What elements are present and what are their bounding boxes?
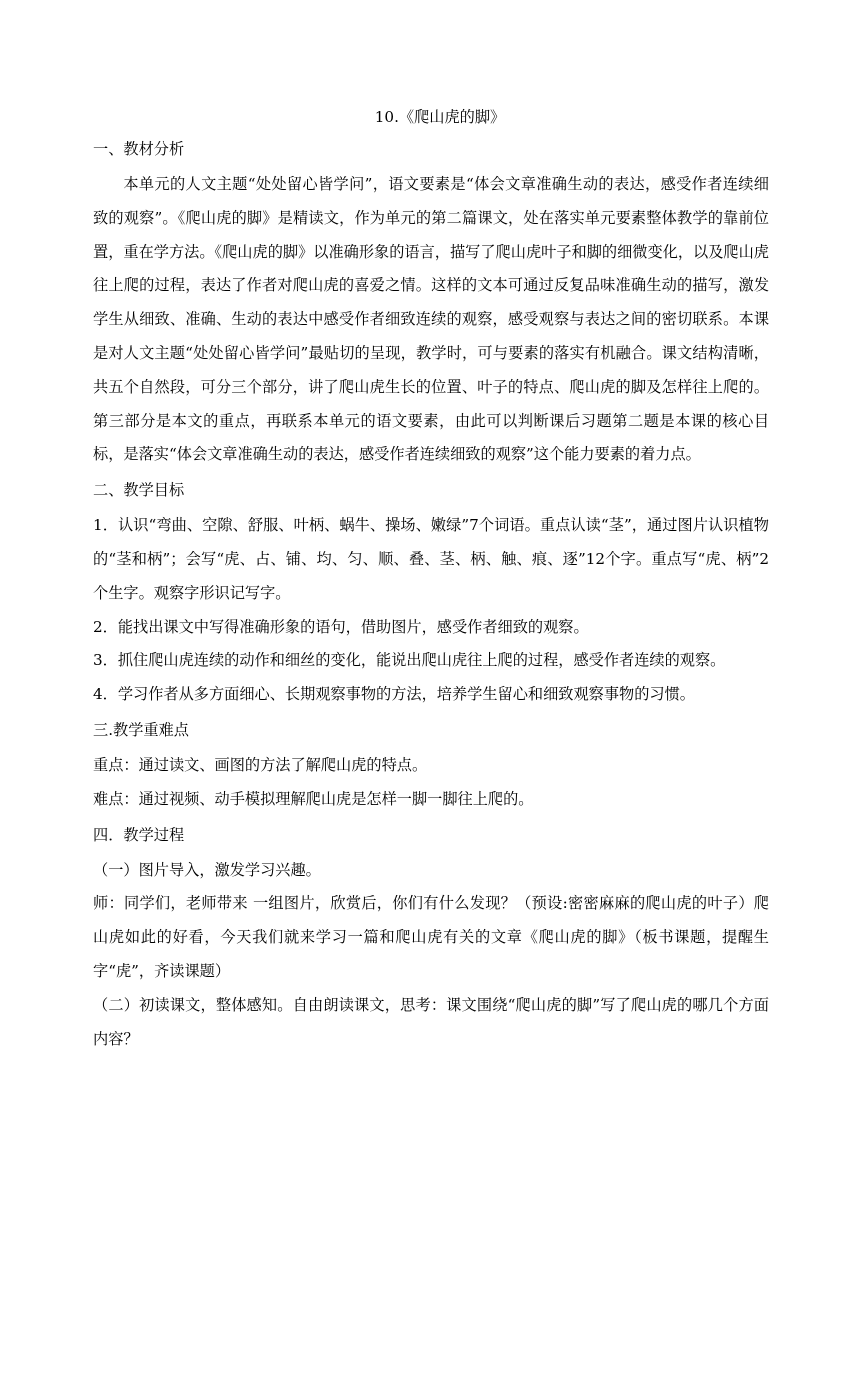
key-point: 重点：通过读文、画图的方法了解爬山虎的特点。 — [93, 755, 428, 774]
process-step: （一）图片导入，激发学习兴趣。 — [93, 860, 321, 879]
goal-item: 2．能找出课文中写得准确形象的语句，借助图片，感受作者细致的观察。 — [93, 617, 589, 636]
difficult-point: 难点：通过视频、动手模拟理解爬山虎是怎样一脚一脚往上爬的。 — [93, 789, 534, 808]
section-heading-key-difficult: 三.教学重难点 — [93, 720, 189, 739]
section-heading-analysis: 一、教材分析 — [93, 140, 185, 158]
section-heading-goals: 二、教学目标 — [93, 481, 185, 500]
analysis-paragraph: 本单元的人文主题“处处留心皆学问”，语文要素是“体会文章准确生动的表达，感受作者连续细致的观察”。《爬山虎的脚》是精读文，作为单元的第二篇课文，处在落实单元要素整体教学的靠前位置，重在学方法。《爬山虎的脚》以准确形象的语言，描写了爬山虎叶子和脚的细微变化，以及爬山虎往上爬的过程，表达了作者对爬山虎的喜爱之情。这样的文本可通过反复品味准确生动的描写，激发学生从细致、准确、生动的表达中感受作者细致连续的观察，感受观察与表达之间的密切联系。本课是对人文主题“处处留心皆学问”最贴切的呈现，教学时，可与要素的落实有机融合。课文结构清晰，共五个自然段，可分三个部分，讲了爬山虎生长的位置、叶子的特点、爬山虎的脚及怎样往上爬的。第三部分是本文的重点，再联系本单元的语文要素，由此可以判断课后习题第二题是本课的核心目标，是落实“体会文章准确生动的表达，感受作者连续细致的观察”这个能力要素的着力点。 — [93, 175, 769, 464]
process-step: 师：同学们，老师带来 一组图片，欣赏后，你们有什么发现？（预设:密密麻麻的爬山虎的叶子）爬山虎如此的好看，今天我们就来学习一篇和爬山虎有关的文章《爬山虎的脚》（板书课题，提醒生字“虎”，齐读课题） — [93, 894, 769, 980]
goal-item: 3．抓住爬山虎连续的动作和细丝的变化，能说出爬山虎往上爬的过程，感受作者连续的观察。 — [93, 651, 726, 670]
process-step: （二）初读课文，整体感知。自由朗读课文，思考：课文围绕“爬山虎的脚”写了爬山虎的哪几个方面内容？ — [93, 995, 769, 1048]
goal-item: 4．学习作者从多方面细心、长期观察事物的方法，培养学生留心和细致观察事物的习惯。 — [93, 685, 695, 704]
document-title: 10.《爬山虎的脚》 — [374, 108, 506, 126]
section-heading-process: 四．教学过程 — [93, 825, 185, 844]
document-page — [93, 104, 769, 1056]
goal-item: 1．认识“弯曲、空隙、舒服、叶柄、蜗牛、操场、嫩绿”7个词语。重点认读“茎”，通过图片认识植物的“茎和柄”；会写“虎、占、铺、均、匀、顺、叠、茎、柄、触、痕、逐”12个字。重点写“虎、柄”2个生字。观察字形识记写字。 — [93, 516, 769, 602]
